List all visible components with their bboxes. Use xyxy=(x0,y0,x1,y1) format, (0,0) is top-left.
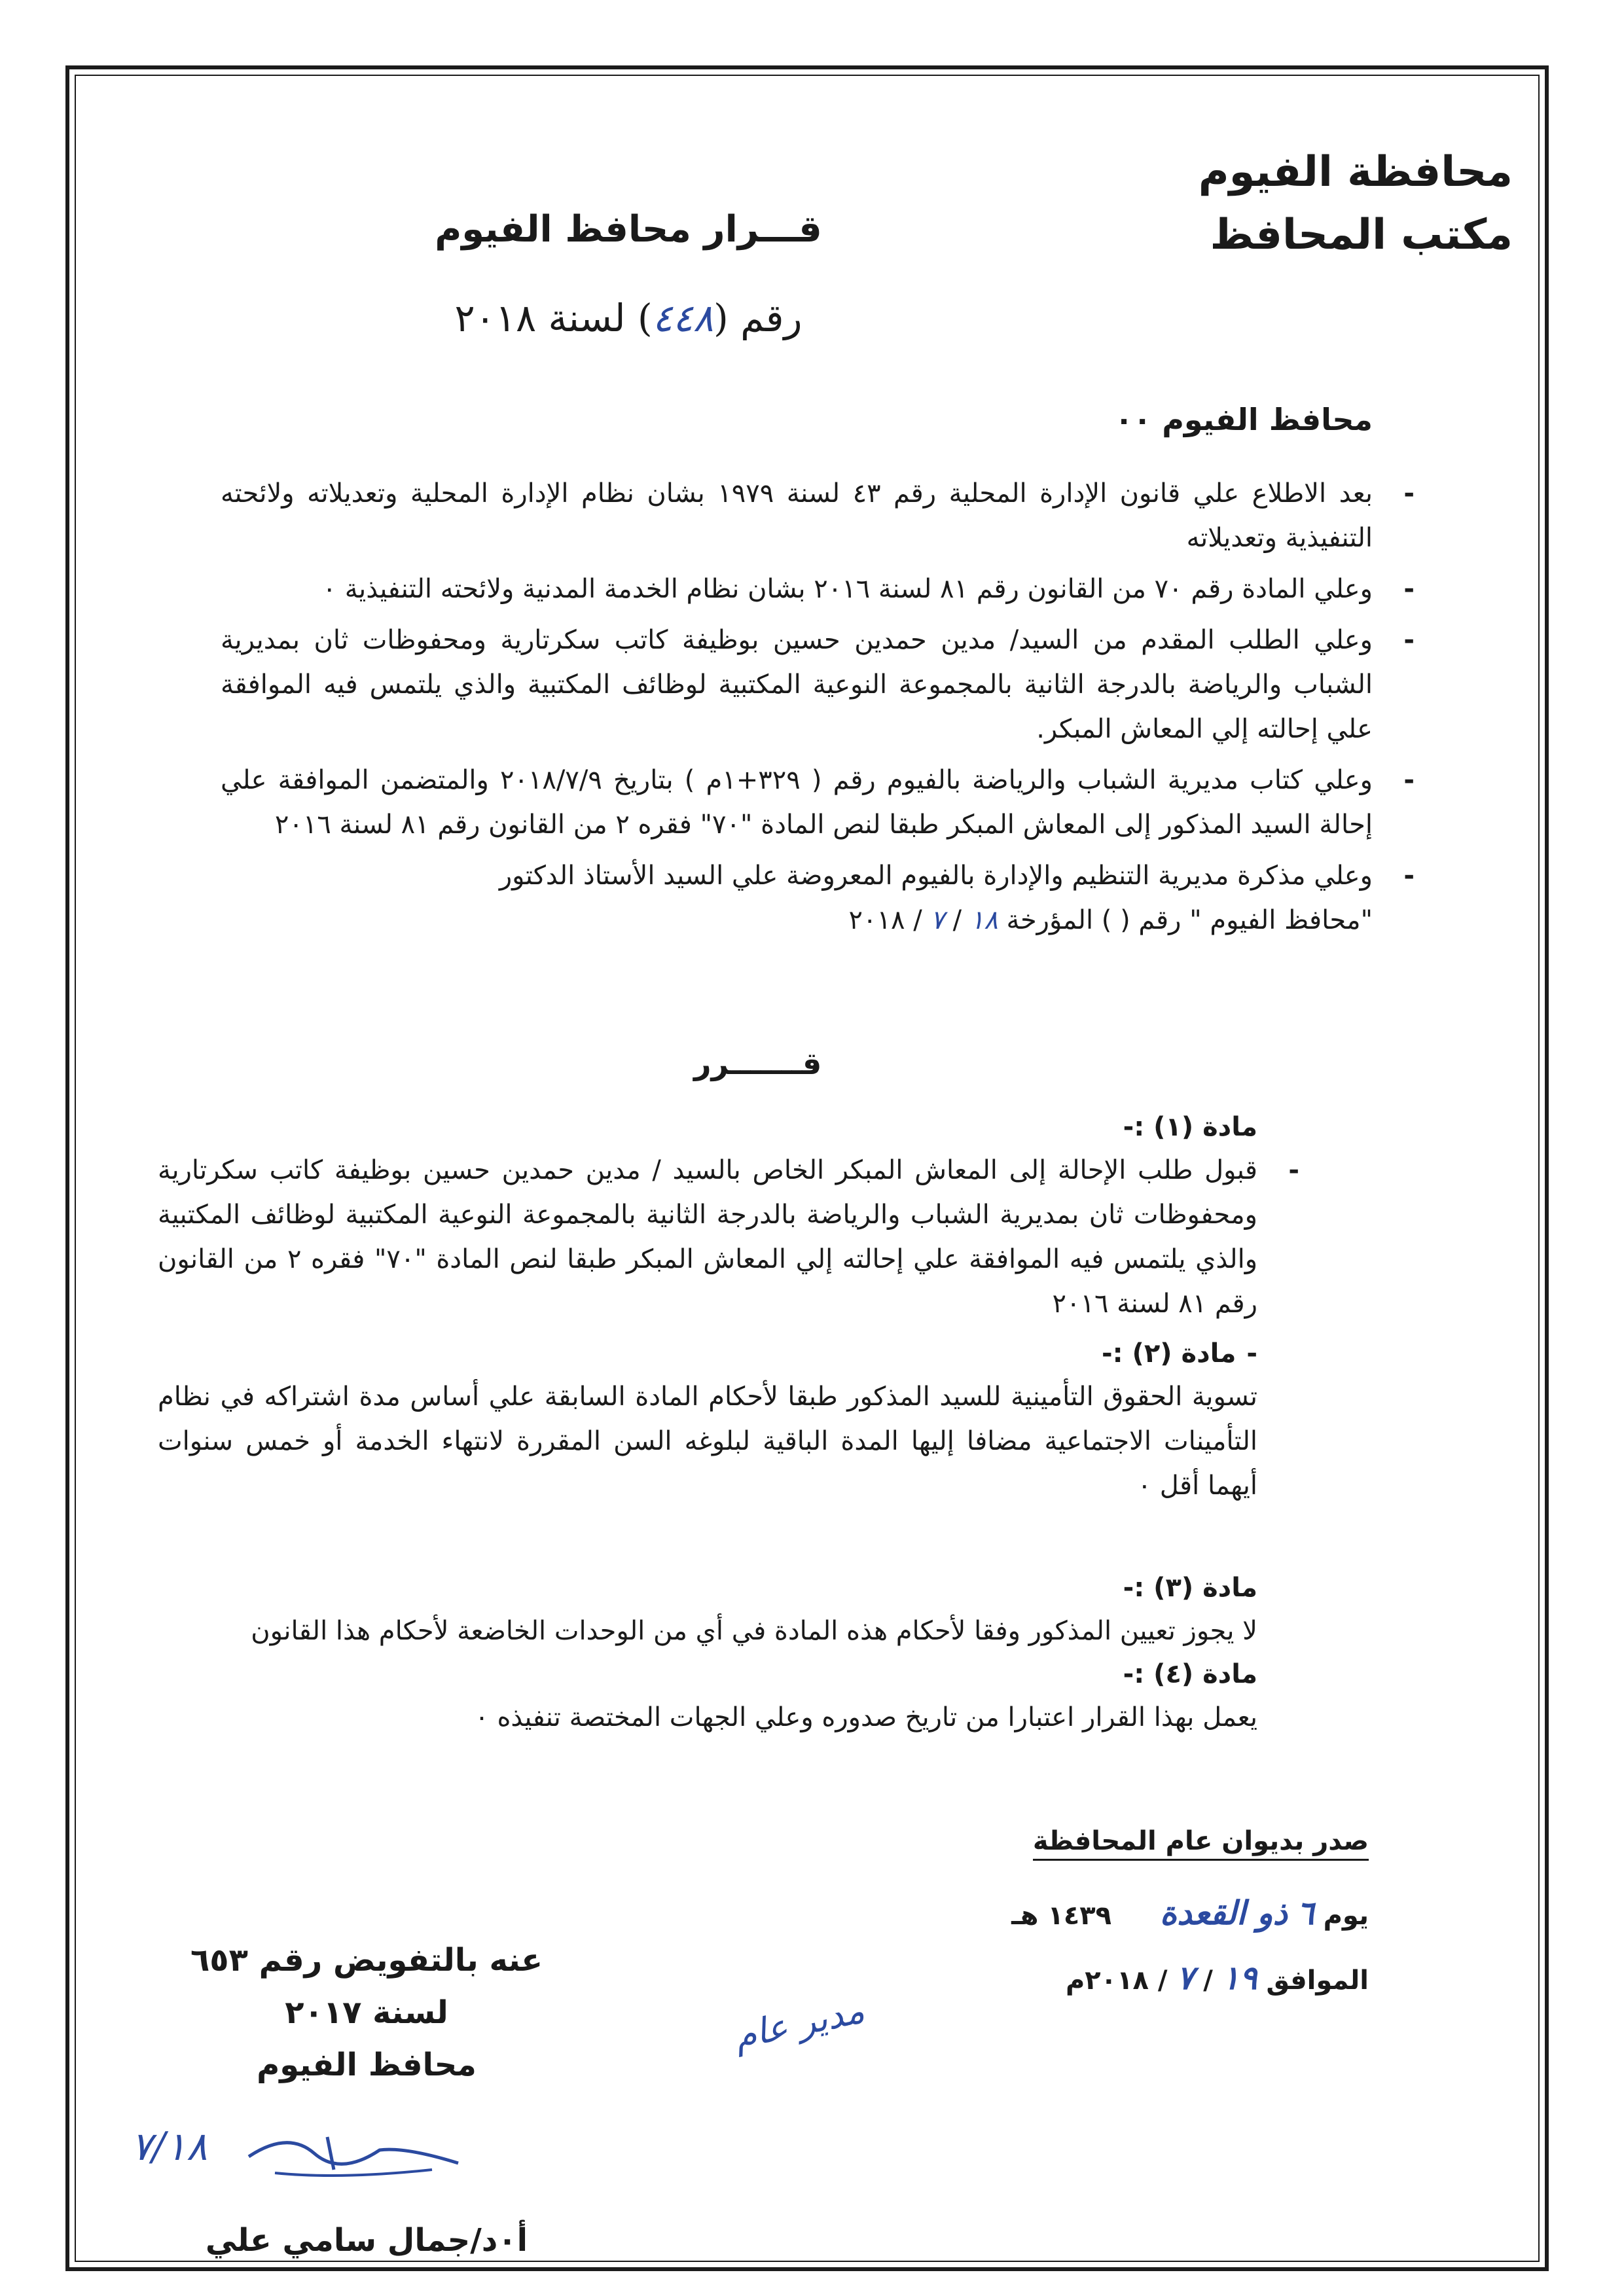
bullet-dash: - xyxy=(1246,1338,1257,1369)
clause-text: وعلي كتاب مديرية الشباب والرياضة بالفيوم رقم ( ٣٢٩+١م ) بتاريخ ٢٠١٨/٧/٩ والمتضمن الموافقة علي إحالة السيد المذكور إلى المعاش المبكر طبقا لنص المادة "٧٠" فقره ٢ من القانون رقم ٨١ لسنة ٢٠١٦ xyxy=(221,765,1373,840)
preamble-clause xyxy=(221,618,1415,751)
signer-name: أ٠د/جمال سامي علي xyxy=(205,2222,528,2259)
bullet-dash: - xyxy=(1288,1155,1299,1185)
article-3 xyxy=(158,1567,1257,1653)
hijri-month: ذو القعدة xyxy=(1160,1893,1288,1932)
greg-year: ٢٠١٨م xyxy=(1065,1965,1149,1996)
articles xyxy=(158,1106,1299,1740)
preamble xyxy=(221,471,1415,949)
decree-number-prefix: رقم ( xyxy=(713,296,803,340)
article-text: قبول طلب الإحالة إلى المعاش المبكر الخاص بالسيد / مدين حمدين حسين بوظيفة كاتب سكرتارية ومحفوظات ثان بمديرية الشباب والرياضة بالدرجة الثانية بالمجموعة النوعية المكتبية لوظائف المكتبية والذي يلتمس فيه الموافقة علي إحالته إلي المعاش المبكر طبقا لنص المادة "٧٠" فقره ٢ من القانون رقم ٨١ لسنة ٢٠١٦ xyxy=(158,1155,1258,1319)
delegation-title: محافظ الفيوم xyxy=(257,2047,477,2083)
memo-line2: "محافظ الفيوم " رقم ( ) المؤرخة ١٨ / ٧ / ٢٠١٨ xyxy=(848,905,1373,935)
decided-word: قـــــــرر xyxy=(694,1046,822,1081)
office-governorate: محافظة الفيوم xyxy=(1198,148,1513,196)
delegation-block xyxy=(131,1934,576,2259)
greg-label: الموافق xyxy=(1266,1965,1369,1996)
handwritten-date: ٧/١٨ xyxy=(131,2124,208,2170)
article-heading-text: مادة (٢) :- xyxy=(1102,1338,1236,1369)
memo-clause xyxy=(221,853,1415,942)
governor-heading: محافظ الفيوم ٠٠ xyxy=(1115,402,1373,437)
article-body: يعمل بهذا القرار اعتبارا من تاريخ صدوره وعلي الجهات المختصة تنفيذه ٠ xyxy=(475,1702,1257,1732)
article-body: تسوية الحقوق التأمينية للسيد المذكور طبقا لأحكام المادة السابقة علي أساس مدة اشتراكه في نظام التأمينات الاجتماعية مضافا إليها المدة الباقية لبلوغه السن المقررة لانتهاء الخدمة أو خمس سنوات أيهما أقل ٠ xyxy=(158,1382,1257,1501)
bullet-dash: - xyxy=(1403,574,1415,604)
article-body: لا يجوز تعيين المذكور وفقا لأحكام هذه المادة في أي من الوحدات الخاضعة لأحكام هذا القانون xyxy=(251,1616,1257,1646)
greg-day: ١٩ xyxy=(1221,1958,1257,1997)
article-heading: مادة (٣) :- xyxy=(1123,1573,1257,1603)
office-governor-bureau: مكتب المحافظ xyxy=(1210,211,1513,259)
article-1 xyxy=(158,1106,1299,1326)
clause-text: وعلي الطلب المقدم من السيد/ مدين حمدين حسين بوظيفة كاتب سكرتارية ومحفوظات ثان بمديرية الشباب والرياضة بالدرجة الثانية بالمجموعة النوعية المكتبية لوظائف المكتبية والذي يلتمس فيه الموافقة علي إحالته إلي المعاش المبكر. xyxy=(221,625,1373,744)
signature-icon xyxy=(236,2117,471,2189)
greg-month: ٧ xyxy=(1176,1958,1195,1997)
memo-date-day: ١٨ xyxy=(969,905,998,935)
clause-text: بعد الاطلاع علي قانون الإدارة المحلية رقم ٤٣ لسنة ١٩٧٩ بشان نظام الإدارة المحلية وتعديلاته ولائحته التنفيذية وتعديلاته xyxy=(221,478,1373,553)
memo-date-month: ٧ xyxy=(930,905,945,935)
gregorian-date: الموافق ١٩ / ٧ / ٢٠١٨م xyxy=(1065,1958,1369,1997)
preamble-clause xyxy=(221,758,1415,847)
article-4 xyxy=(158,1653,1257,1740)
signature-area xyxy=(131,2117,576,2196)
decree-number-value: ٤٤٨ xyxy=(652,296,714,340)
issued-block xyxy=(1011,1826,1369,1997)
hijri-date xyxy=(1011,1893,1369,1932)
article-heading: مادة (٤) :- xyxy=(1123,1659,1257,1689)
bullet-dash: - xyxy=(1403,861,1415,891)
memo-date-year: ٢٠١٨ xyxy=(848,905,905,935)
handwritten-note: مدير عام xyxy=(730,1989,868,2058)
decree-number-suffix: ) لسنة ٢٠١٨ xyxy=(454,296,653,340)
preamble-clause xyxy=(221,471,1415,560)
bullet-dash: - xyxy=(1403,625,1415,655)
bullet-dash: - xyxy=(1403,765,1415,795)
hijri-year: ١٤٣٩ هـ xyxy=(1011,1901,1112,1931)
delegation-line: عنه بالتفويض رقم ٦٥٣ لسنة ٢٠١٧ xyxy=(190,1942,543,2031)
preamble-clause xyxy=(221,567,1415,611)
clause-text: وعلي المادة رقم ٧٠ من القانون رقم ٨١ لسنة ٢٠١٦ بشان نظام الخدمة المدنية ولائحته التنفيذية ٠ xyxy=(322,574,1373,604)
article-2 xyxy=(158,1333,1257,1508)
hijri-day: ٦ xyxy=(1296,1893,1314,1932)
article-body xyxy=(158,1148,1299,1326)
article-heading: مادة (١) :- xyxy=(1123,1112,1257,1142)
issued-label: صدر بديوان عام المحافظة xyxy=(1033,1826,1369,1861)
day-label: يوم xyxy=(1323,1901,1369,1931)
memo-line2-text: "محافظ الفيوم " رقم ( ) المؤرخة xyxy=(1006,905,1373,935)
memo-line1: وعلي مذكرة مديرية التنظيم والإدارة بالفيوم المعروضة علي السيد الأستاذ الدكتور xyxy=(499,861,1373,891)
bullet-dash: - xyxy=(1403,478,1415,509)
decree-number xyxy=(0,296,1257,340)
article-heading xyxy=(158,1333,1257,1374)
decree-title: قـــرار محافظ الفيوم xyxy=(435,208,822,251)
